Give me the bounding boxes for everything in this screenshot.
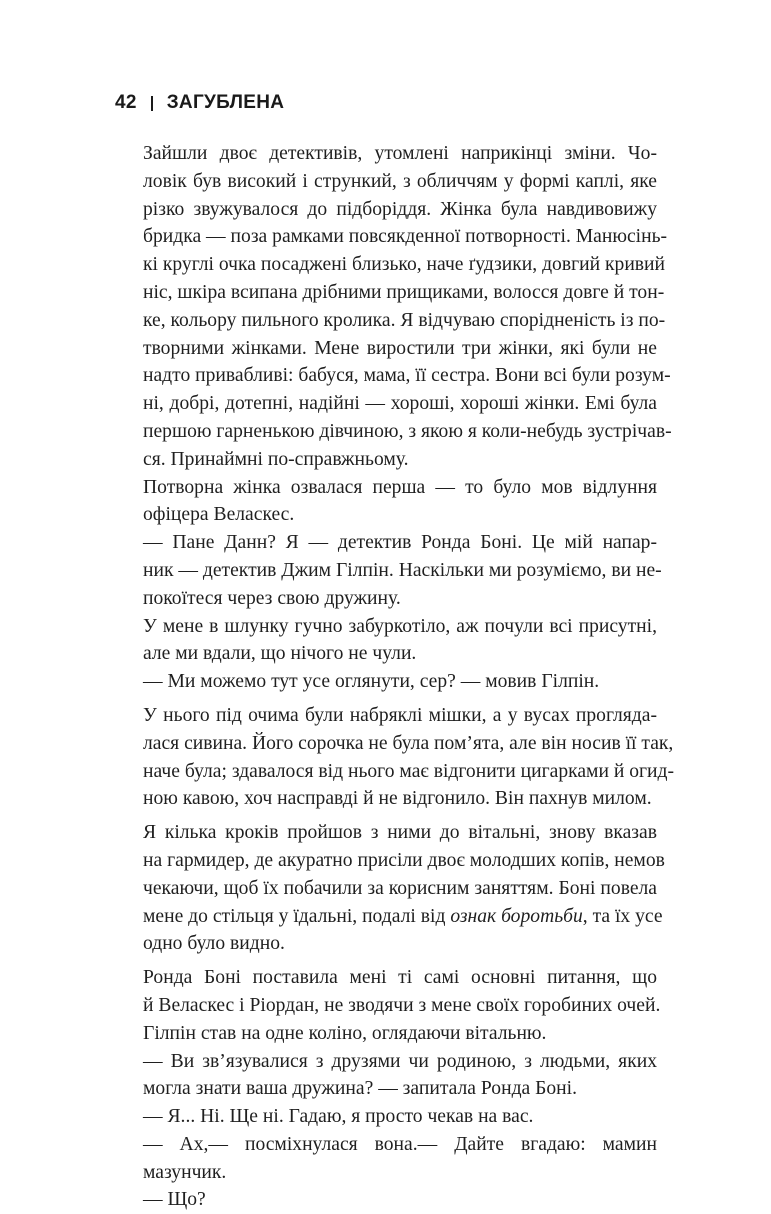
text-segment: мене до стільця у їдальні, подалі від: [143, 905, 451, 927]
text-line: — Ви зв’язувалися з друзями чи родиною, з людьми, яких: [143, 1050, 657, 1072]
text-line: різко звужувалося до підборіддя. Жінка була навдивовижу: [143, 198, 657, 220]
text-line: ся. Принаймні по-справжньому.: [143, 448, 409, 470]
text-line: Зайшли двоє детективів, утомлені наприкінці зміни. Чо-: [143, 143, 657, 164]
text-line: ник — детектив Джим Гілпін. Наскільки ми розуміємо, ви не-: [143, 559, 662, 581]
header-separator: [151, 96, 153, 111]
text-line: чекаючи, щоб їх побачили за корисним заняттям. Боні повела: [143, 877, 657, 899]
text-line: мазунчик.: [143, 1161, 227, 1183]
text-line: У мене в шлунку гучно забуркотіло, аж почули всі присутні,: [143, 615, 657, 637]
text-line: кі круглі очка посаджені близько, наче ґудзики, довгий кривий: [143, 254, 666, 276]
text-line: Я кілька кроків пройшов з ними до вітальні, знову вказав: [143, 822, 657, 844]
text-line: — Ах,— посміхнулася вона.— Дайте вгадаю: мамин: [143, 1133, 657, 1155]
text-line: У нього під очима були набряклі мішки, а у вусах прогляда-: [143, 704, 657, 726]
text-line: одно було видно.: [143, 933, 285, 955]
text-line: — Що?: [143, 1189, 206, 1211]
text-line: могла знати ваша дружина? — запитала Ронда Боні.: [143, 1078, 578, 1100]
text-line: — Я... Ні. Ще ні. Гадаю, я просто чекав на вас.: [143, 1106, 534, 1128]
text-line: ке, кольору пильного кролика. Я відчуваю спорідненість із по-: [143, 309, 666, 331]
text-line: Потворна жінка озвалася перша — то було мов відлуння: [143, 476, 657, 498]
text-line: офіцера Веласкес.: [143, 504, 295, 526]
text-line: наче була; здавалося від нього має відгонити цигарками й огид-: [143, 760, 675, 782]
text-line: надто привабливі: бабуся, мама, її сестра. Вони всі були розум-: [143, 365, 671, 387]
text-line: але ми вдали, що нічого не чули.: [143, 643, 417, 665]
page-number: 42: [115, 92, 137, 113]
italic-phrase: ознак боротьби: [450, 905, 583, 927]
text-line: творними жінками. Мене виростили три жінки, які були не: [143, 337, 657, 359]
text-line: ловік був високий і стрункий, з обличчям у формі каплі, яке: [143, 170, 657, 192]
text-segment: , та їх усе: [582, 905, 663, 927]
chapter-title: ЗАГУБЛЕНА: [166, 92, 285, 113]
text-line: лася сивина. Його сорочка не була пом’ята, але він носив її так,: [143, 732, 674, 754]
text-line: Гілпін став на одне коліно, оглядаючи вітальню.: [143, 1022, 547, 1044]
text-line: бридка — поза рамками повсякденної потворності. Манюсінь-: [143, 226, 668, 248]
text-line: й Веласкес і Ріордан, не зводячи з мене своїх горобиних очей.: [143, 994, 661, 1016]
text-line: ні, добрі, дотепні, надійні — хороші, хороші жінки. Емі була: [143, 393, 657, 415]
text-line: — Ми можемо тут усе оглянути, сер? — мовив Гілпін.: [143, 671, 600, 693]
running-header: [115, 92, 284, 114]
text-line: першою гарненькою дівчиною, з якою я коли-небудь зустрічав-: [143, 420, 672, 442]
body-text: [143, 140, 675, 1214]
text-line: [143, 903, 663, 931]
text-line: — Пане Данн? Я — детектив Ронда Боні. Це мій напар-: [143, 532, 657, 554]
text-line: на гармидер, де акуратно присіли двоє молодших копів, немов: [143, 849, 665, 871]
text-line: покоїтеся через свою дружину.: [143, 587, 401, 609]
text-line: ніс, шкіра всипана дрібними прищиками, волосся довге й тон-: [143, 281, 665, 303]
text-line: Ронда Боні поставила мені ті самі основні питання, що: [143, 967, 657, 989]
text-line: ною кавою, хоч насправді й не відгонило. Він пахнув милом.: [143, 788, 652, 810]
